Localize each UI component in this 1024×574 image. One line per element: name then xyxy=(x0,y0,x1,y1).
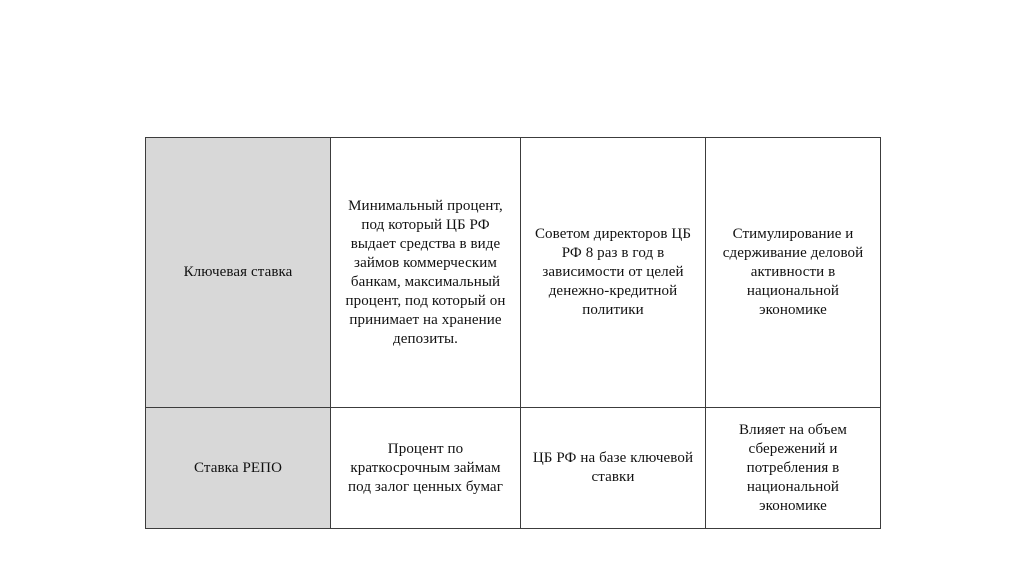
table-row-repo-rate xyxy=(146,408,881,529)
key-rate-effect-cell: Стимулирование и сдерживание деловой активности в национальной экономике xyxy=(706,138,881,408)
repo-rate-definition-cell: Процент по краткосрочным займам под залог ценных бумаг xyxy=(331,408,521,529)
row-header-repo-rate: Ставка РЕПО xyxy=(146,408,331,529)
rates-table xyxy=(145,137,881,529)
row-header-key-rate: Ключевая ставка xyxy=(146,138,331,408)
key-rate-definition-cell: Минимальный процент, под который ЦБ РФ выдает средства в виде займов коммерческим банкам, максимальный процент, под который он принимает на хранение депозиты. xyxy=(331,138,521,408)
repo-rate-setby-cell: ЦБ РФ на базе ключевой ставки xyxy=(521,408,706,529)
key-rate-setby-cell: Советом директоров ЦБ РФ 8 раз в год в зависимости от целей денежно-кредитной политики xyxy=(521,138,706,408)
table-row-key-rate xyxy=(146,138,881,408)
repo-rate-effect-cell: Влияет на объем сбережений и потребления в национальной экономике xyxy=(706,408,881,529)
